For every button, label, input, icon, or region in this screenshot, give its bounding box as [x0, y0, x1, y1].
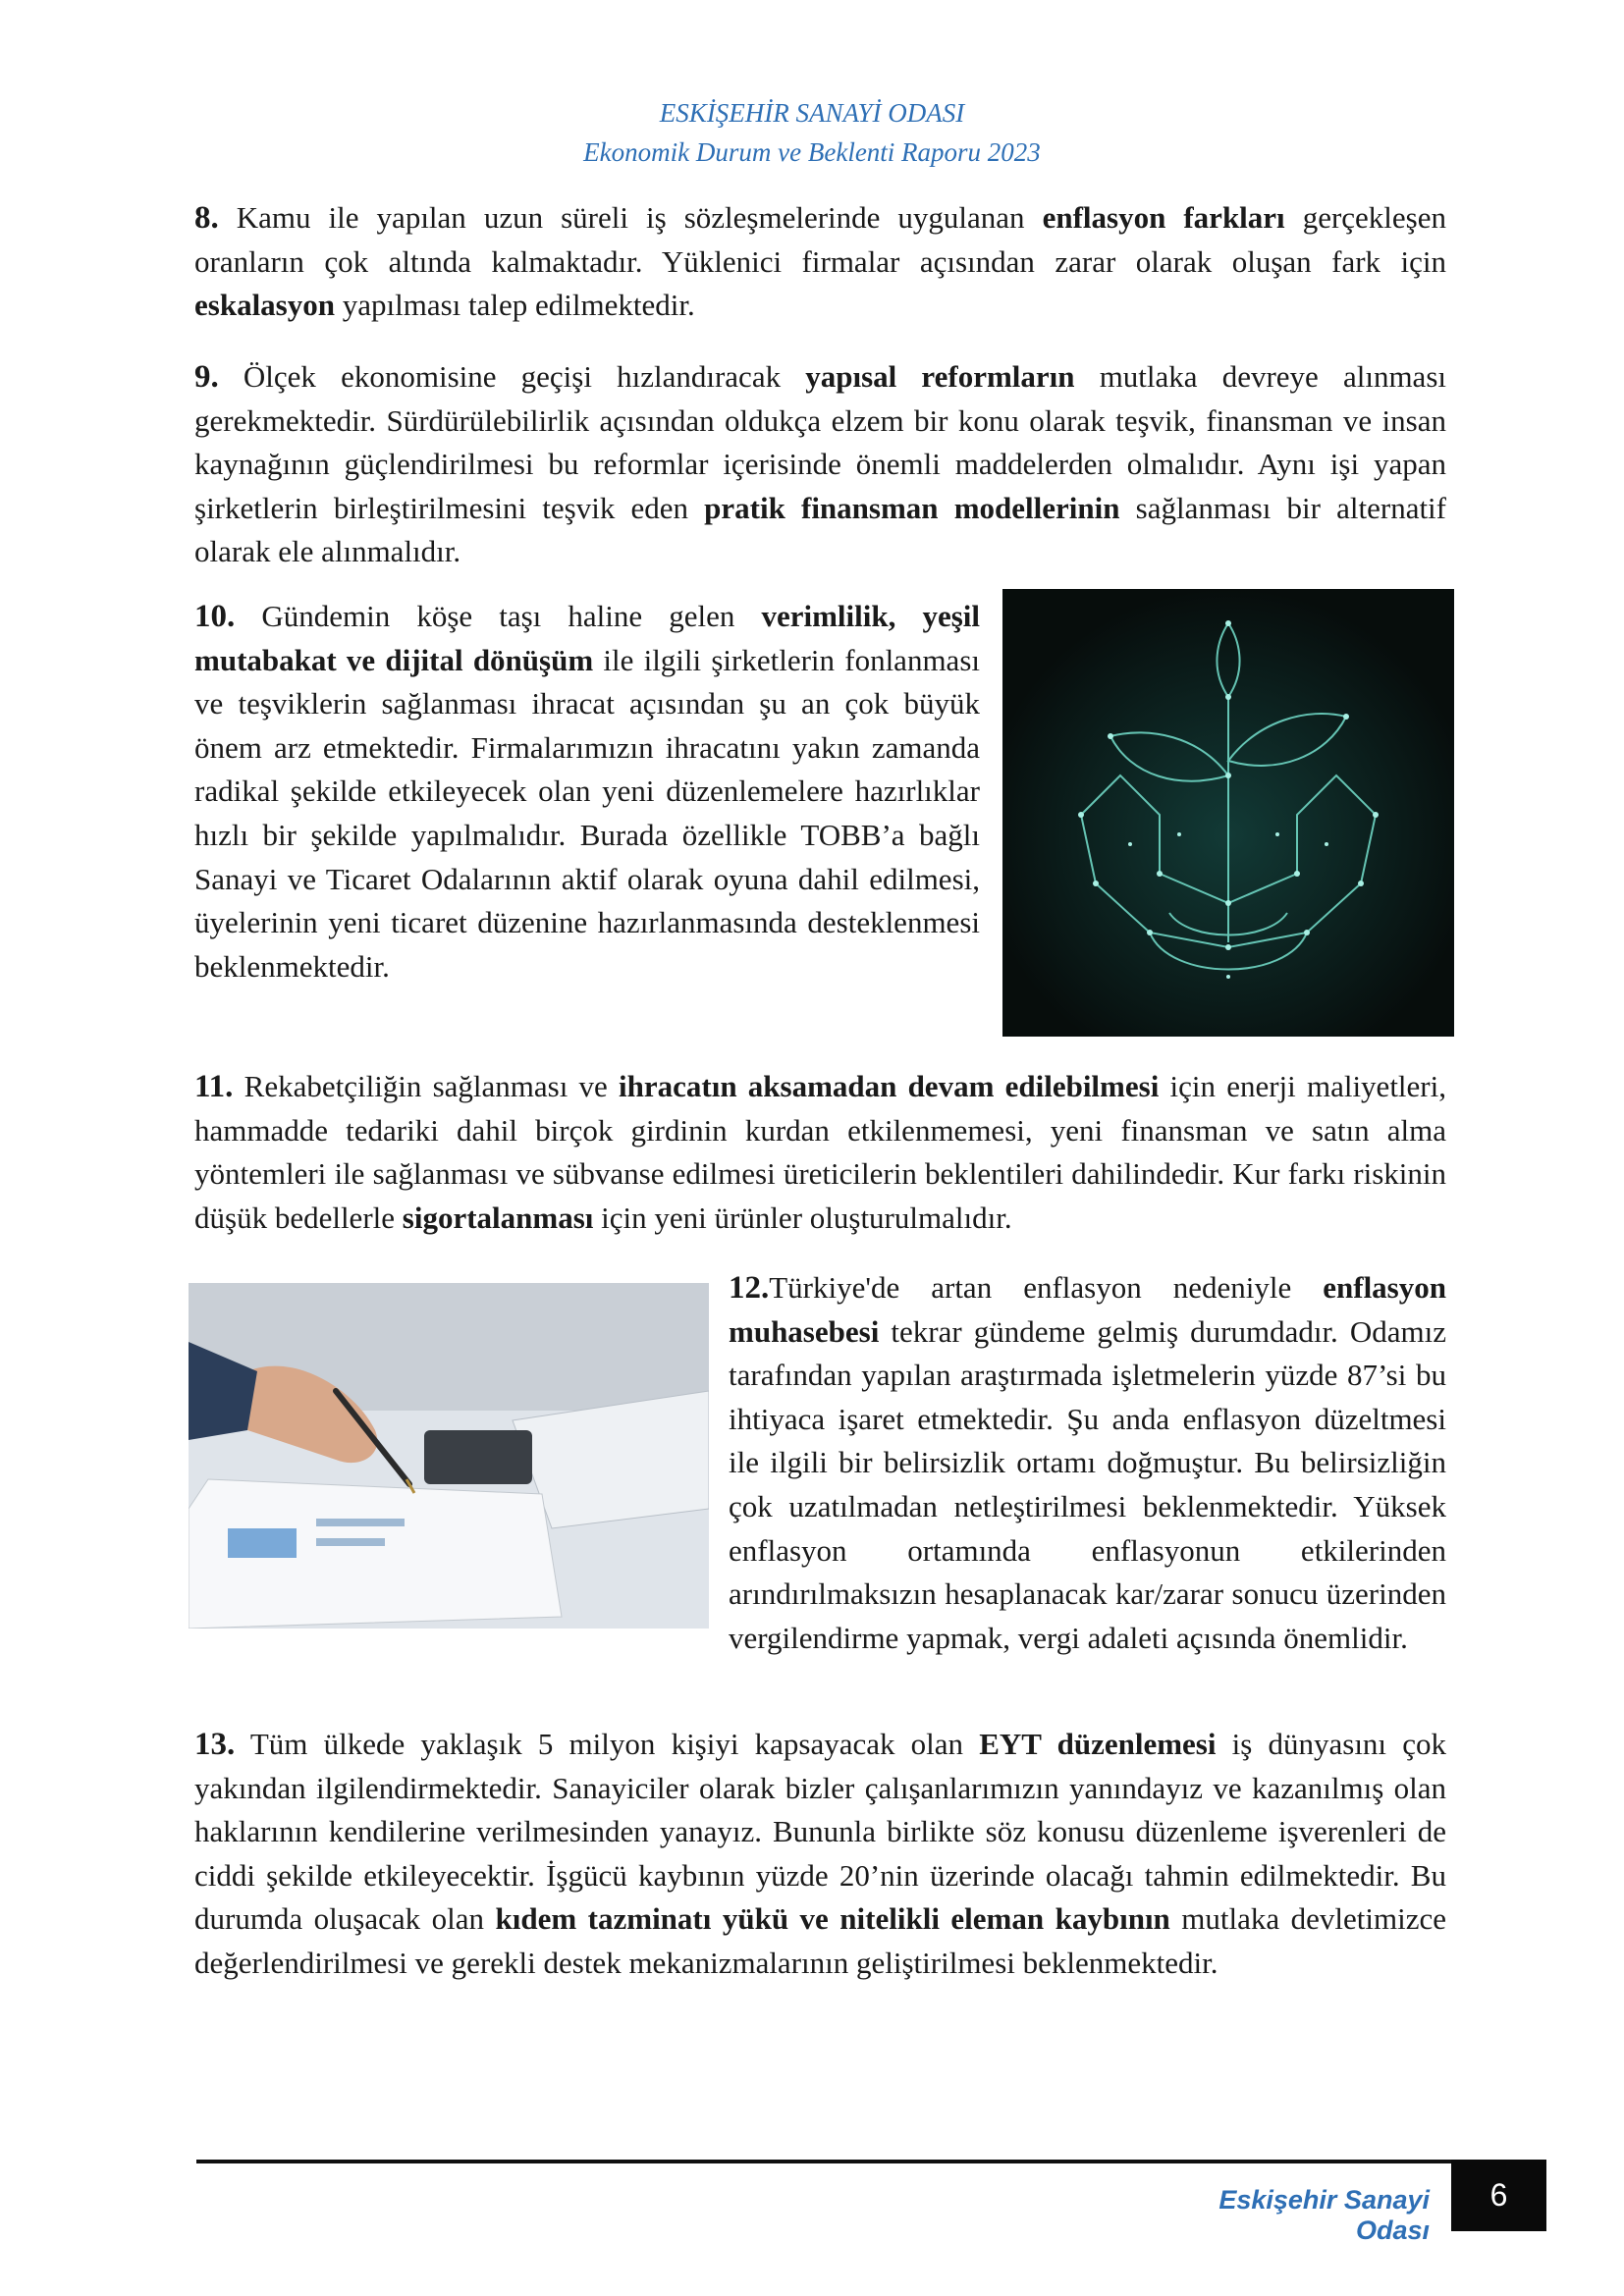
- item-number: 9.: [194, 359, 219, 395]
- header-report-title: Ekonomik Durum ve Beklenti Raporu 2023: [583, 137, 1041, 167]
- page-header: [0, 93, 1624, 172]
- item-12: 12.Türkiye'de artan enflasyon nedeniyle enflasyon muhasebesi tekrar gündeme gelmiş durumdadır. Odamız tarafından yapılan araştırmada işletmelerin yüzde 87’si bu ihtiyaca işaret etmektedir. Şu anda enflasyon düzeltmesi ile ilgili bir belirsizlik ortamı doğmuştur. Bu belirsizliğin çok uzatılmadan netleştirilmesi beklenmektedir. Yüksek enflasyon ortamında enflasyonun etkilerinden arındırılmaksızın hesaplanacak kar/zarar sonucu üzerinden vergilendirme yapmak, vergi adaleti açısında önemlidir.: [729, 1270, 1446, 1655]
- hand-pen-documents-icon: [189, 1283, 709, 1629]
- item-8: 8. Kamu ile yapılan uzun süreli iş sözleşmelerinde uygulanan enflasyon farkları gerçekleşen oranların çok altında kalmaktadır. Yüklenici firmalar açısından zarar olarak oluşan fark için eskalasyon yapılması talep edilmektedir.: [194, 200, 1446, 323]
- header-org: ESKİŞEHİR SANAYİ ODASI: [659, 98, 965, 128]
- item-number: 8.: [194, 200, 219, 236]
- item-number: 10.: [194, 599, 236, 634]
- item-number: 12.: [729, 1270, 770, 1306]
- footer-org-name: Eskişehir Sanayi Odası: [1218, 2185, 1430, 2245]
- item-10: 10. Gündemin köşe taşı haline gelen verimlilik, yeşil mutabakat ve dijital dönüşüm ile ilgili şirketlerin fonlanması ve teşviklerin sağlanması ihracat açısından şu an çok büyük önem arz etmektedir. Firmalarımızın ihracatını yakın zamanda radikal şekilde etkileyecek olan yeni düzenlemelere hazırlıklar hızlı bir şekilde yapılmalıdır. Burada özellikle TOBB’a bağlı Sanayi ve Ticaret Odalarının aktif olarak oyuna dahil edilmesi, üyelerinin yeni ticaret düzenine hazırlanmasında desteklenmesi beklenmektedir.: [194, 599, 980, 984]
- finance-photo: [189, 1283, 709, 1629]
- item-9: 9. Ölçek ekonomisine geçişi hızlandıracak yapısal reformların mutlaka devreye alınması gerekmektedir. Sürdürülebilirlik açısından oldukça elzem bir konu olarak teşvik, finansman ve insan kaynağının güçlendirilmesi bu reformlar içerisinde önemli maddelerden olmalıdır. Aynı işi yapan şirketlerin birleştirilmesini teşvik eden pratik finansman modellerinin sağlanması bir alternatif olarak ele alınmalıdır.: [194, 359, 1446, 569]
- item-number: 13.: [194, 1727, 236, 1762]
- item-number: 11.: [194, 1069, 234, 1104]
- glowing-plant-icon: [1002, 589, 1454, 1037]
- item-13: 13. Tüm ülkede yaklaşık 5 milyon kişiyi kapsayacak olan EYT düzenlemesi iş dünyasını çok yakından ilgilendirmektedir. Sanayiciler olarak bizler çalışanlarımızın yanındayız ve kazanılmış olan haklarının kendilerine verilmesinden yanayız. Bununla birlikte söz konusu düzenleme işverenleri de ciddi şekilde etkileyecektir. İşgücü kaybının yüzde 20’nin üzerinde olacağı tahmin edilmektedir. Bu durumda oluşacak olan kıdem tazminatı yükü ve nitelikli eleman kaybının mutlaka devletimizce değerlendirilmesi ve gerekli destek mekanizmalarının geliştirilmesi beklenmektedir.: [194, 1727, 1447, 1980]
- plant-hands-image: [1002, 589, 1454, 1037]
- footer-divider: [196, 2160, 1546, 2163]
- item-11: 11. Rekabetçiliğin sağlanması ve ihracatın aksamadan devam edilebilmesi için enerji maliyetleri, hammadde tedariki dahil birçok girdinin kurdan etkilenmemesi, yeni finansman ve satın alma yöntemleri ile sağlanması ve sübvanse edilmesi üreticilerin beklentileri dahilindedir. Kur farkı riskinin düşük bedellerle sigortalanması için yeni ürünler oluşturulmalıdır.: [194, 1069, 1446, 1235]
- page-number: 6: [1451, 2160, 1546, 2231]
